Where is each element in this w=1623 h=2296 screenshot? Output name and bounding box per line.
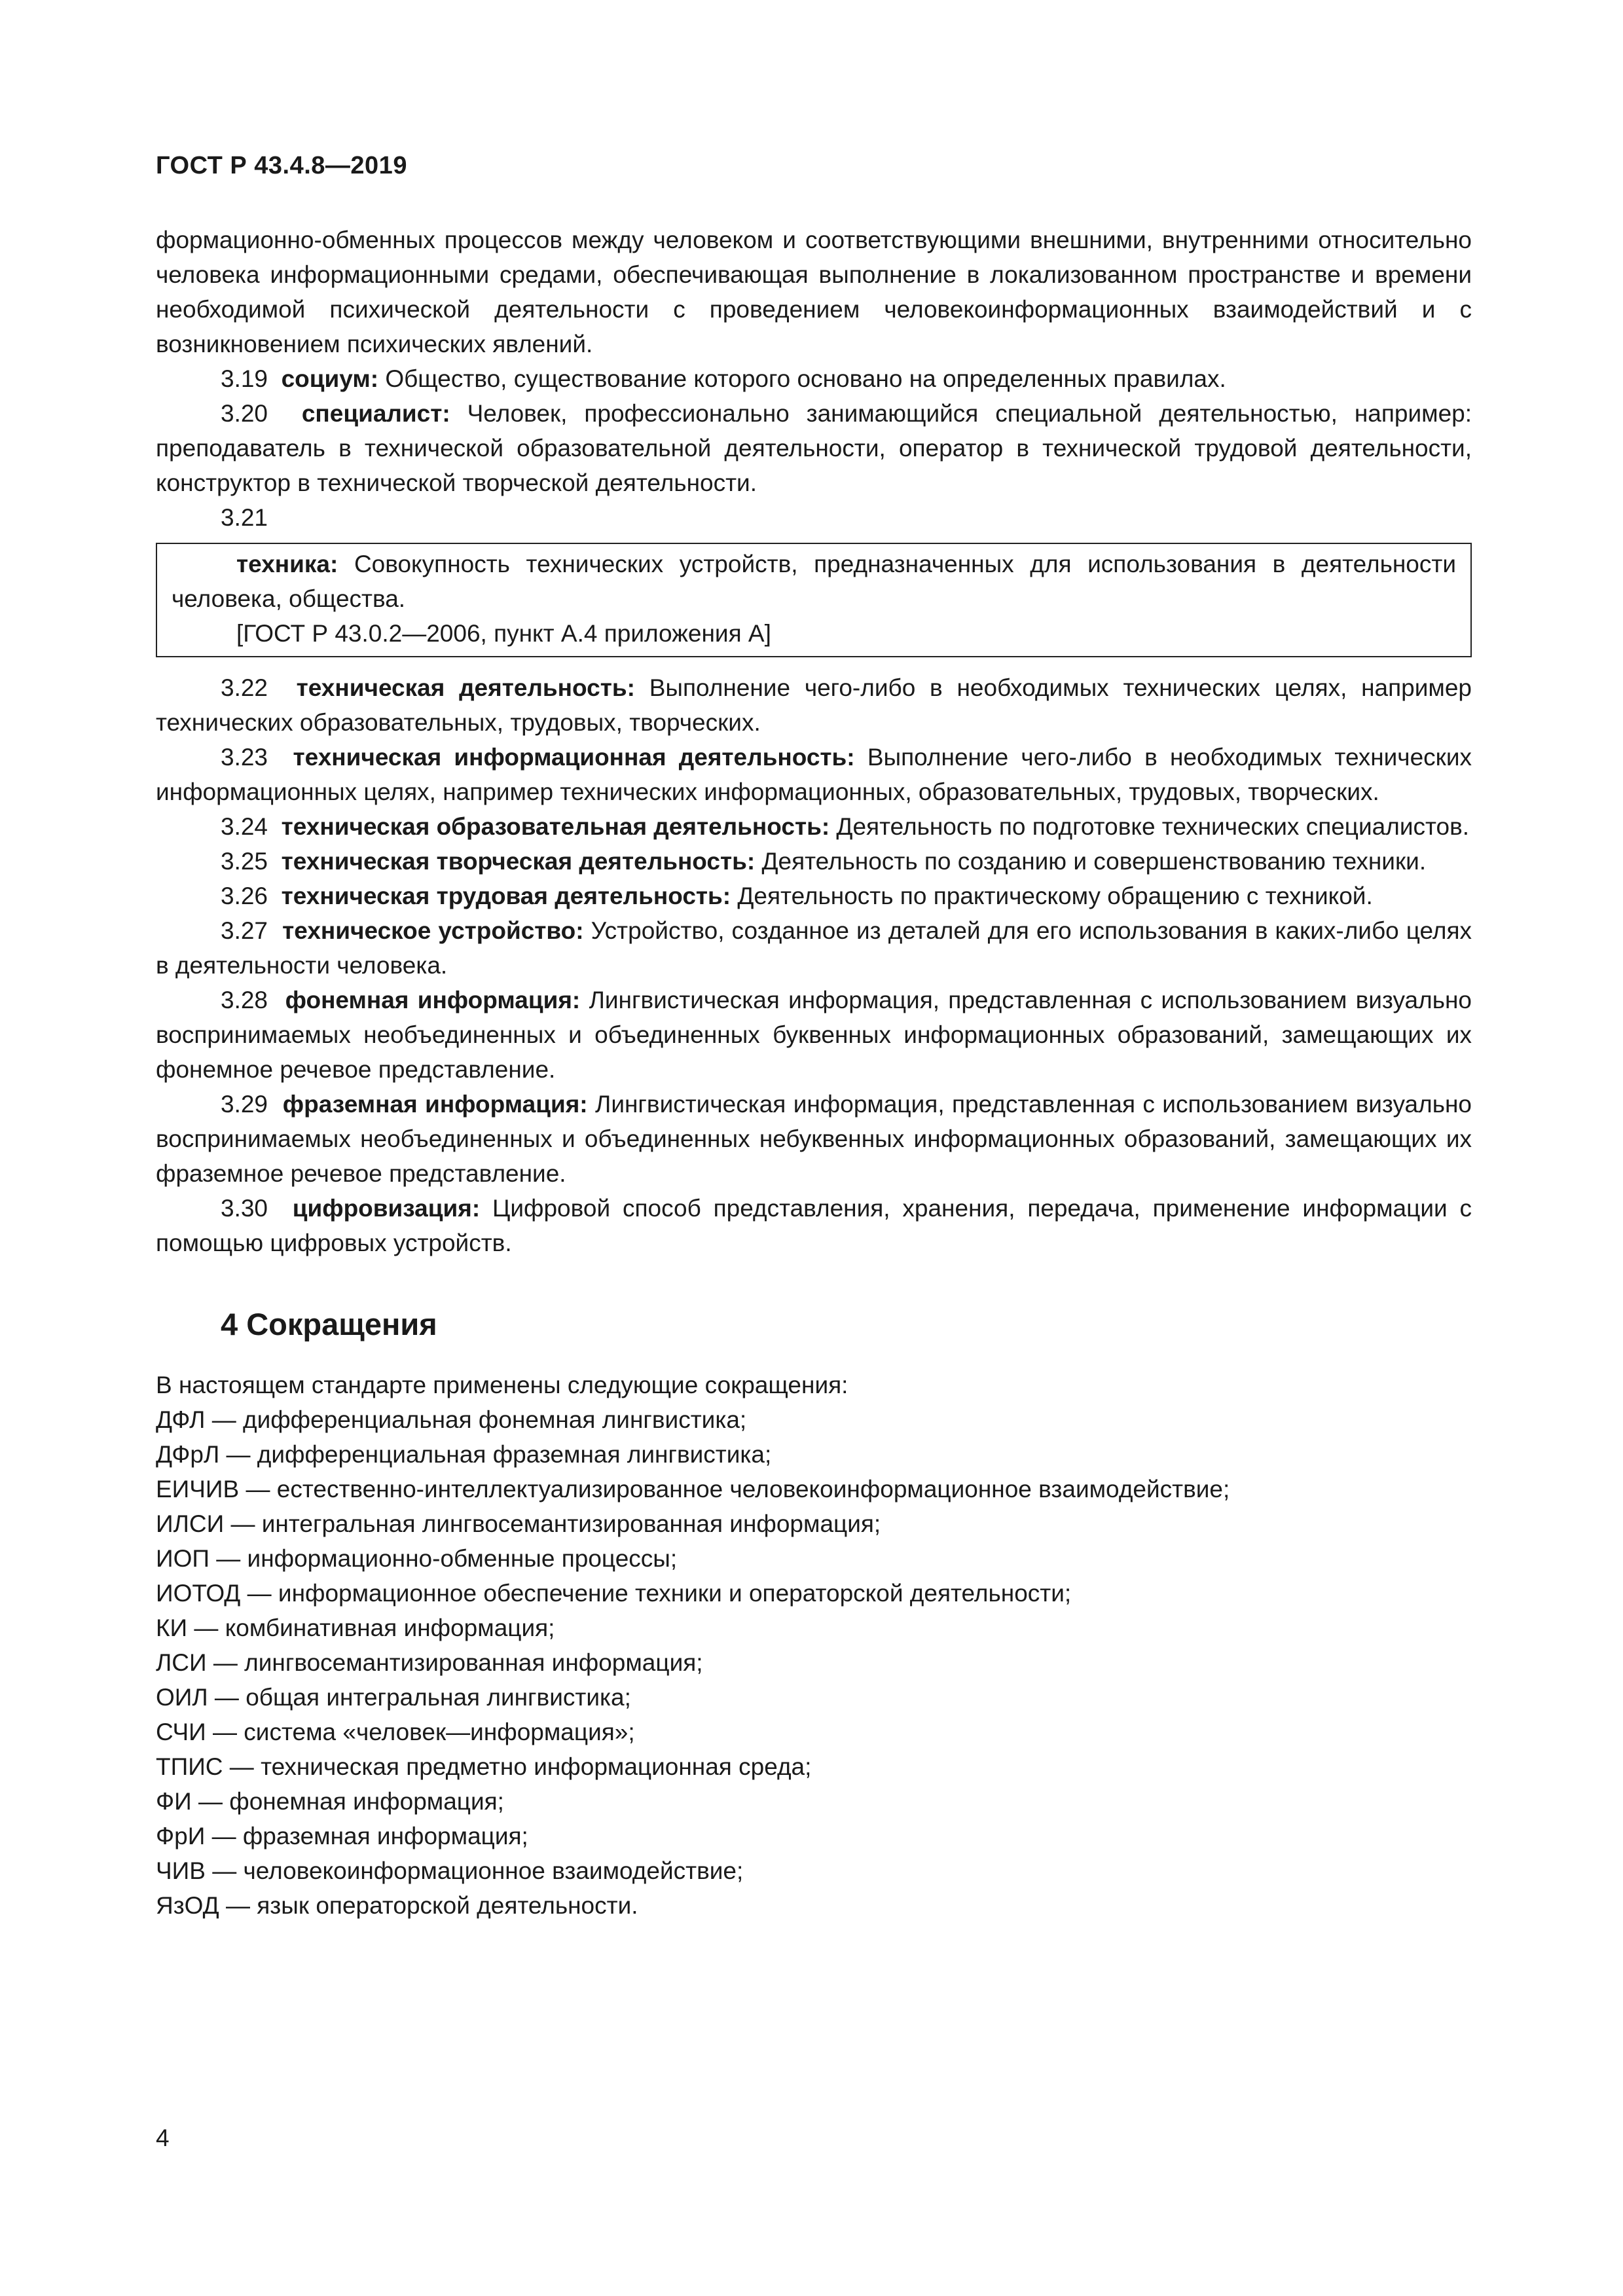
term-name: техническая трудовая деятельность: <box>281 883 731 909</box>
term-entry-3-23 <box>156 740 1472 809</box>
page-body <box>156 223 1472 1923</box>
abbreviations-list <box>156 1402 1472 1923</box>
term-name: техническая деятельность: <box>296 674 635 701</box>
term-definition: Лингвистическая информация, представленная с использованием визуально воспринимаемых необъединенных и объединенных небуквенных информационных образований, замещающих их фраземное речевое представление. <box>156 1091 1472 1187</box>
term-number: 3.25 <box>221 848 268 875</box>
abbreviation-item: ЕИЧИВ — естественно-интеллектуализированное человекоинформационное взаимодействие; <box>156 1476 1230 1503</box>
term-number: 3.23 <box>221 744 268 771</box>
term-definition: Деятельность по практическому обращению с техникой. <box>737 883 1373 909</box>
term-name: техническая образовательная деятельность: <box>281 813 830 840</box>
term-number: 3.24 <box>221 813 268 840</box>
term-entry-3-26 <box>156 879 1472 913</box>
term-number: 3.20 <box>221 400 268 427</box>
term-definition: Совокупность технических устройств, предназначенных для использования в деятельности человека, общества. <box>172 551 1456 612</box>
abbreviation-item: ЯзОД — язык операторской деятельности. <box>156 1892 638 1919</box>
term-name: социум: <box>281 365 379 392</box>
cited-term-text <box>172 547 1456 616</box>
abbreviation-item: ДФрЛ — дифференциальная фраземная лингвистика; <box>156 1441 772 1468</box>
term-name: техническая информационная деятельность: <box>293 744 855 771</box>
term-definition: Устройство, созданное из деталей для его использования в каких-либо целях в деятельности человека. <box>156 917 1472 979</box>
abbreviation-item: ДФЛ — дифференциальная фонемная лингвистика; <box>156 1406 747 1433</box>
abbreviations-intro: В настоящем стандарте применены следующие сокращения: <box>156 1372 848 1398</box>
term-definition: Деятельность по созданию и совершенствованию техники. <box>761 848 1427 875</box>
abbreviation-item: СЧИ — система «человек—информация»; <box>156 1719 635 1745</box>
cited-term-box <box>156 543 1472 657</box>
term-entry-3-27 <box>156 913 1472 983</box>
abbreviation-item: ФИ — фонемная информация; <box>156 1788 504 1815</box>
term-number: 3.30 <box>221 1195 268 1222</box>
abbreviation-item: ЧИВ — человекоинформационное взаимодействие; <box>156 1857 744 1884</box>
abbreviation-item: ИОП — информационно-обменные процессы; <box>156 1545 678 1572</box>
term-entry-3-24 <box>156 809 1472 844</box>
term-entry-3-19 <box>156 361 1472 396</box>
abbreviation-item: КИ — комбинативная информация; <box>156 1614 555 1641</box>
term-entry-3-30 <box>156 1191 1472 1260</box>
page-number: 4 <box>156 2124 170 2151</box>
cited-term-source: [ГОСТ Р 43.0.2—2006, пункт А.4 приложения А] <box>236 620 771 647</box>
term-number: 3.28 <box>221 987 268 1013</box>
term-definition: Выполнение чего-либо в необходимых технических информационных целях, например технических информационных, образовательных, трудовых, творческих. <box>156 744 1472 805</box>
term-entry-3-25 <box>156 844 1472 879</box>
term-number-3-21: 3.21 <box>221 504 268 531</box>
abbreviation-item: ЛСИ — лингвосемантизированная информация; <box>156 1649 703 1676</box>
term-name: техническое устройство: <box>282 917 584 944</box>
continuation-paragraph: формационно-обменных процессов между человеком и соответствующими внешними, внутренними относительно человека информационными средами, обеспечивающая выполнение в локализованном пространстве и времени необходимой психической деятельности с проведением человекоинформационных взаимодействий и с возникновением психических явлений. <box>156 227 1472 357</box>
term-definition: Общество, существование которого основано на определенных правилах. <box>385 365 1226 392</box>
term-entry-3-28 <box>156 983 1472 1087</box>
term-name: цифровизация: <box>292 1195 481 1222</box>
term-definition: Цифровой способ представления, хранения, передача, применение информации с помощью цифровых устройств. <box>156 1195 1472 1256</box>
term-entry-3-22 <box>156 670 1472 740</box>
term-name: техника: <box>236 551 338 577</box>
abbreviation-item: ОИЛ — общая интегральная лингвистика; <box>156 1684 631 1711</box>
term-name: техническая творческая деятельность: <box>281 848 756 875</box>
term-entry-3-29 <box>156 1087 1472 1191</box>
term-definition: Человек, профессионально занимающийся специальной деятельностью, например: преподаватель в технической образовательной деятельности, оператор в технической трудовой деятельности, конструктор в технической творческой деятельности. <box>156 400 1472 496</box>
term-definition: Лингвистическая информация, представленная с использованием визуально воспринимаемых необъединенных и объединенных буквенных информационных образований, замещающих их фонемное речевое представление. <box>156 987 1472 1083</box>
term-definition: Выполнение чего-либо в необходимых технических целях, например технических образовательных, трудовых, творческих. <box>156 674 1472 736</box>
term-number: 3.22 <box>221 674 268 701</box>
abbreviation-item: ИЛСИ — интегральная лингвосемантизированная информация; <box>156 1510 881 1537</box>
term-entry-3-20 <box>156 396 1472 500</box>
document-code-header: ГОСТ Р 43.4.8—2019 <box>156 152 407 179</box>
term-number: 3.26 <box>221 883 268 909</box>
term-definition: Деятельность по подготовке технических специалистов. <box>836 813 1470 840</box>
term-number: 3.29 <box>221 1091 268 1118</box>
term-number: 3.19 <box>221 365 268 392</box>
abbreviation-item: ИОТОД — информационное обеспечение техники и операторской деятельности; <box>156 1580 1072 1607</box>
section-heading-abbreviations: 4 Сокращения <box>221 1307 437 1341</box>
abbreviation-item: ФрИ — фраземная информация; <box>156 1823 528 1850</box>
term-name: фраземная информация: <box>282 1091 588 1118</box>
term-name: специалист: <box>301 400 450 427</box>
term-number: 3.27 <box>221 917 268 944</box>
abbreviation-item: ТПИС — техническая предметно информационная среда; <box>156 1753 812 1780</box>
term-name: фонемная информация: <box>285 987 581 1013</box>
